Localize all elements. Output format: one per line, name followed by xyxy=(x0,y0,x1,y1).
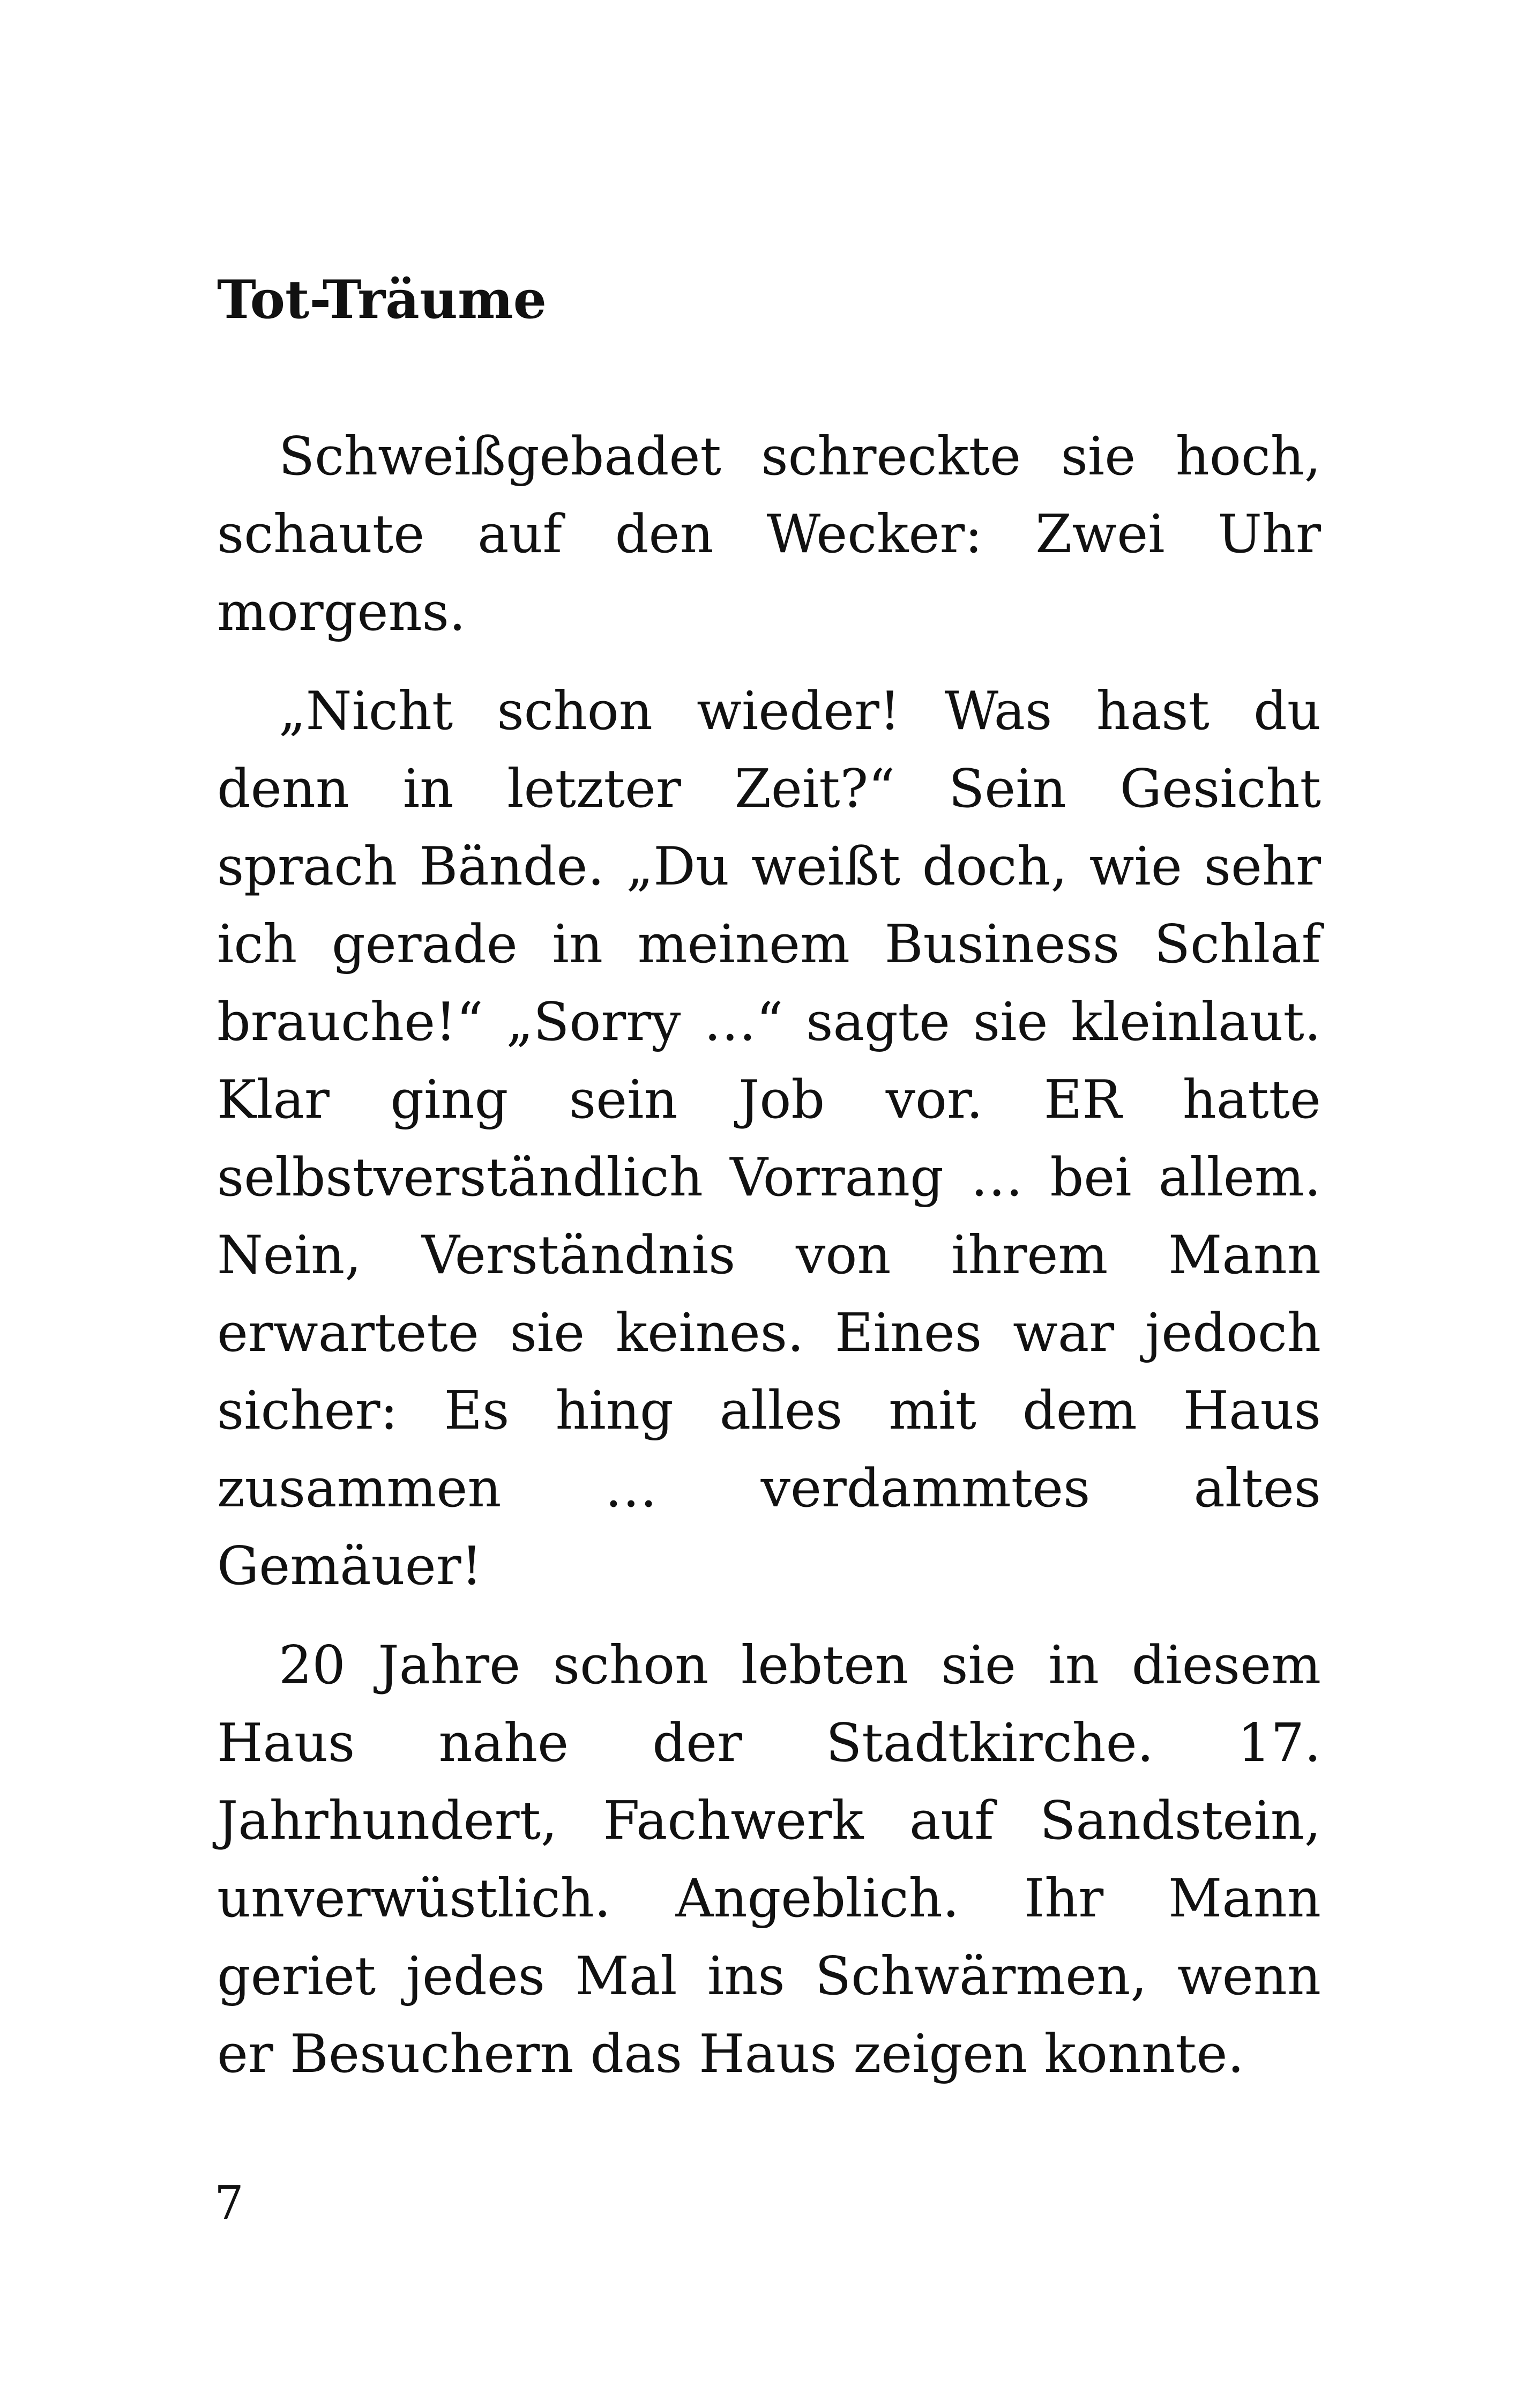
paragraph-2: „Nicht schon wieder! Was hast du denn in letzter Zeit?“ Sein Gesicht sprach Bände. „Du weißt doch, wie sehr ich gerade in meinem Business Schlaf brauche!“ „Sorry …“ sagte sie kleinlaut. Klar ging sein Job vor. ER hatte selbstverständlich Vorrang … bei allem. Nein, Verständnis von ihrem Mann erwartete sie keines. Eines war jedoch sicher: Es hing alles mit dem Haus zusammen … verdammtes altes Gemäuer! xyxy=(217,681,1321,1597)
page-number: 7 xyxy=(214,2176,244,2230)
paragraph-1: Schweißgebadet schreckte sie hoch, schaute auf den Wecker: Zwei Uhr morgens. xyxy=(217,426,1321,643)
body-text xyxy=(217,418,1321,2115)
paragraph-3: 20 Jahre schon lebten sie in diesem Haus nahe der Stadtkirche. 17. Jahrhundert, Fachwerk auf Sandstein, unverwüstlich. Angeblich. Ihr Mann geriet jedes Mal ins Schwärmen, wenn er Besuchern das Haus zeigen konnte. xyxy=(217,1635,1321,2085)
chapter-title: Tot-Träume xyxy=(217,269,547,331)
